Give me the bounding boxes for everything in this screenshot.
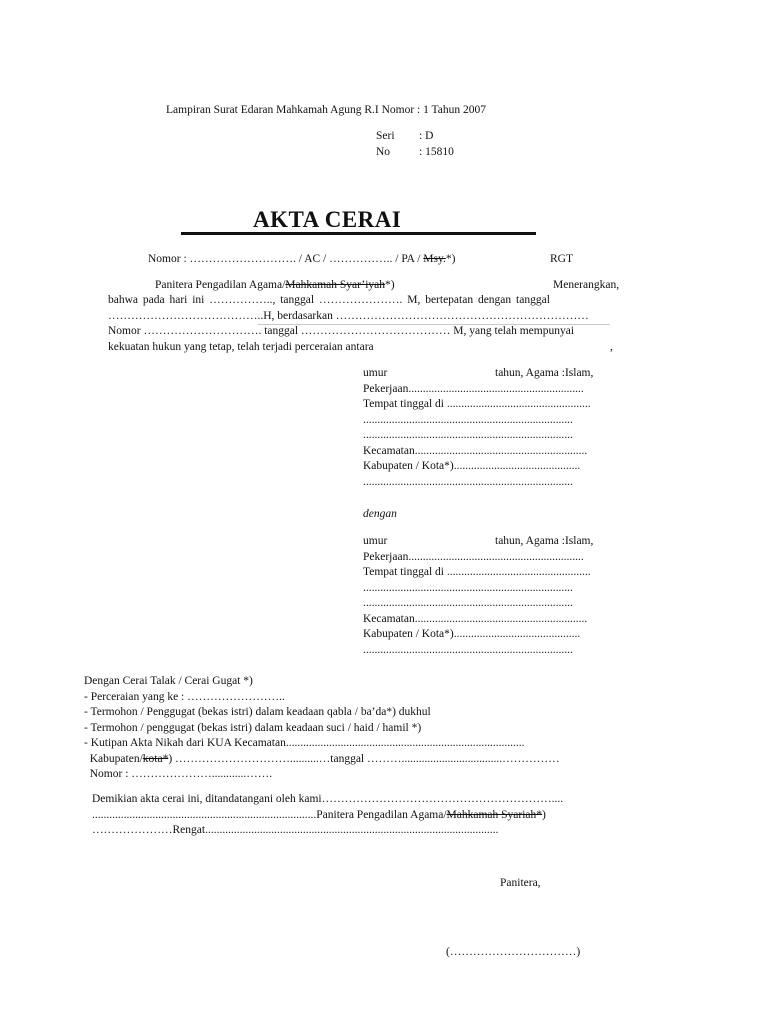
nomor-line: Nomor : ………………………. / AC / …………….. / PA / Msy.*) xyxy=(148,253,456,265)
address-line: ......................................................................... xyxy=(363,413,573,426)
umur-label: umur xyxy=(363,367,388,379)
kabupaten-field: Kabupaten / Kota*)............................................ xyxy=(363,460,581,472)
body-line-1: Panitera Pengadilan Agama/Mahkamah Syar’iyah*) xyxy=(155,279,395,291)
body-line-4: Nomor …………………………. tanggal ………………………………… M, yang telah mempunyai xyxy=(108,325,575,337)
dengan-label: dengan xyxy=(363,508,397,520)
signature-name-placeholder: (……………………………) xyxy=(446,946,581,958)
body-line-2: bahwa pada hari ini …………….., tanggal …………………. M, bertepatan dengan tanggal xyxy=(108,294,550,306)
closing-line-3: …………………Rengat...................................................................................................... xyxy=(92,824,499,836)
keadaan-istri: - Termohon / penggugat (bekas istri) dalam keadaan suci / haid / hamil *) xyxy=(84,721,422,734)
tempat-tinggal-field: Tempat tinggal di .................................................. xyxy=(363,566,591,578)
pekerjaan-field: Pekerjaan............................................................. xyxy=(363,382,584,395)
body-comma: , xyxy=(610,341,613,353)
struck-mahkamah: Mahkamah Syar’iyah xyxy=(285,279,386,291)
kabupaten-kota-line: Kabupaten/kota*) …………………………..........…tanggal ………...................................…………… xyxy=(84,752,560,765)
nomor-akta-line: Nomor : …………………............……. xyxy=(84,768,273,780)
menerangkan-text: Menerangkan, xyxy=(553,279,620,291)
tahun-agama: tahun, Agama :Islam, xyxy=(495,535,594,547)
party-2-block xyxy=(363,534,608,658)
title-underline xyxy=(181,232,536,235)
details-block xyxy=(84,674,624,783)
address-line: ......................................................................... xyxy=(363,597,573,609)
closing-line-2: ..............................................................................Panitera Pengadilan Agama/Mahkamah Syariah*) xyxy=(92,808,546,821)
document-title: AKTA CERAI xyxy=(253,207,402,232)
tempat-tinggal-field: Tempat tinggal di .................................................. xyxy=(363,398,591,410)
umur-label: umur xyxy=(363,535,388,547)
kecamatan-field: Kecamatan............................................................ xyxy=(363,444,588,457)
keadaan-dukhul: - Termohon / Penggugat (bekas istri) dalam keadaan qabla / ba’da*) dukhul xyxy=(84,706,431,718)
body-line-3: …………………………………..H, berdasarkan ………………………………………………………… xyxy=(108,310,589,322)
struck-msy: Msy. xyxy=(423,253,446,265)
struck-kota: kota* xyxy=(142,752,169,765)
lampiran-text: Lampiran Surat Edaran Mahkamah Agung R.I Nomor : 1 Tahun 2007 xyxy=(166,104,486,116)
body-line-5: kekuatan hukun yang tetap, telah terjadi perceraian antara xyxy=(108,341,374,353)
closing-block xyxy=(92,792,622,839)
closing-line-1: Demikian akta cerai ini, ditandatangani oleh kami…………………………………………………….... xyxy=(92,793,564,805)
address-line: ......................................................................... xyxy=(363,475,573,488)
tahun-agama: tahun, Agama :Islam, xyxy=(495,367,594,379)
rgt-label: RGT xyxy=(550,253,573,265)
no-label: No xyxy=(376,146,391,158)
party-1-block xyxy=(363,366,608,490)
address-line: ......................................................................... xyxy=(363,429,573,441)
address-line: ......................................................................... xyxy=(363,643,573,656)
no-value: : 15810 xyxy=(419,146,454,158)
cerai-type: Dengan Cerai Talak / Cerai Gugat *) xyxy=(84,675,253,687)
kutipan-akta-nikah: - Kutipan Akta Nikah dari KUA Kecamatan................................................................................... xyxy=(84,737,525,749)
struck-mahkamah-syariah: Mahkamah Syariah* xyxy=(446,808,543,821)
pekerjaan-field: Pekerjaan............................................................. xyxy=(363,550,584,563)
kecamatan-field: Kecamatan............................................................ xyxy=(363,612,588,625)
address-line: ......................................................................... xyxy=(363,581,573,594)
perceraian-ke: - Perceraian yang ke : …………………….. xyxy=(84,690,285,703)
panitera-signature-label: Panitera, xyxy=(500,877,541,889)
seri-value: : D xyxy=(419,130,434,142)
kabupaten-field: Kabupaten / Kota*)............................................ xyxy=(363,628,581,640)
seri-label: Seri xyxy=(376,130,395,142)
